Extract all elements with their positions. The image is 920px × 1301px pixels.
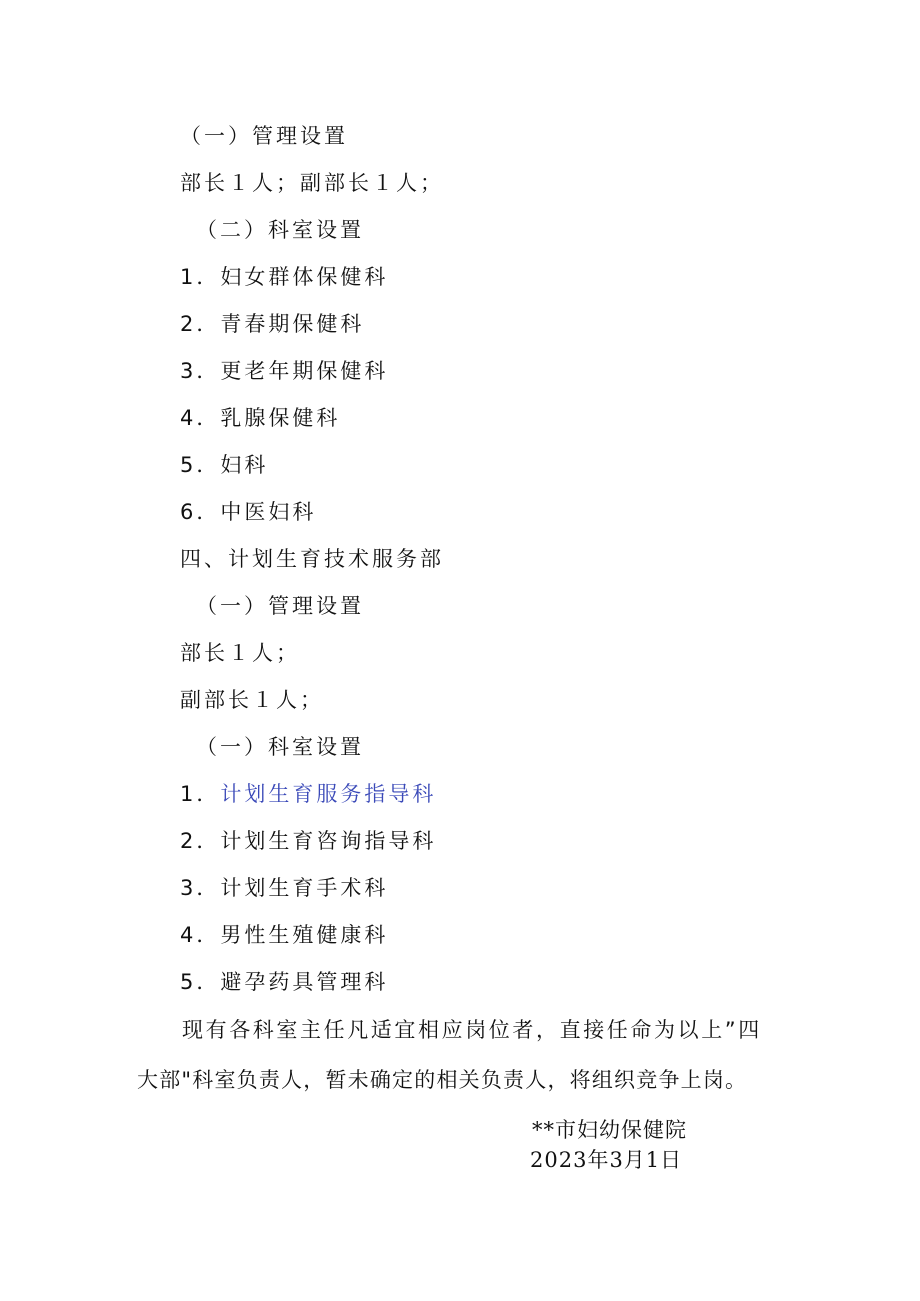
section4-dept-heading: （一）科室设置 [196,735,364,759]
section4-mgmt-heading: （一）管理设置 [196,594,364,618]
list-item-number: 4． [180,923,221,947]
list-item: 2．青春期保健科 [180,312,365,336]
section4-title: 四、计划生育技术服务部 [180,547,444,571]
section4-staff-chief: 部长１人； [180,641,300,665]
list-item [180,921,388,949]
list-item [180,874,388,902]
list-item-label: 计划生育手术科 [220,876,389,900]
list-item: 4．乳腺保健科 [180,406,341,430]
list-item: 5．妇科 [180,453,269,477]
list-item-number: 5． [180,970,221,994]
signature-org: **市妇幼保健院 [532,1118,687,1142]
list-item [180,827,436,855]
closing-paragraph-line2: 大部"科室负责人，暂未确定的相关负责人，将组织竞争上岗。 [137,1068,748,1092]
section3-staff: 部长１人；副部长１人； [180,171,444,195]
list-item-label: 男性生殖健康科 [220,923,389,947]
section4-staff-deputy: 副部长１人； [180,688,324,712]
section3-mgmt-heading: （一）管理设置 [180,124,348,148]
list-item-label: 计划生育咨询指导科 [220,829,437,853]
list-item [180,968,388,996]
section3-dept-heading: （二）科室设置 [196,218,364,242]
list-item-number: 2． [180,829,221,853]
list-item: 1．妇女群体保健科 [180,265,389,289]
closing-paragraph-line1: 现有各科室主任凡适宜相应岗位者，直接任命为以上”四 [182,1018,762,1042]
dept-link-family-planning-guidance[interactable]: 计划生育服务指导科 [220,782,437,806]
list-item: 3．更老年期保健科 [180,359,389,383]
list-item [180,780,436,808]
signature-date: 2023年3月1日 [530,1148,683,1172]
list-item-number: 1． [180,782,221,806]
list-item-number: 3． [180,876,221,900]
list-item: 6．中医妇科 [180,500,317,524]
list-item-label: 避孕药具管理科 [220,970,389,994]
